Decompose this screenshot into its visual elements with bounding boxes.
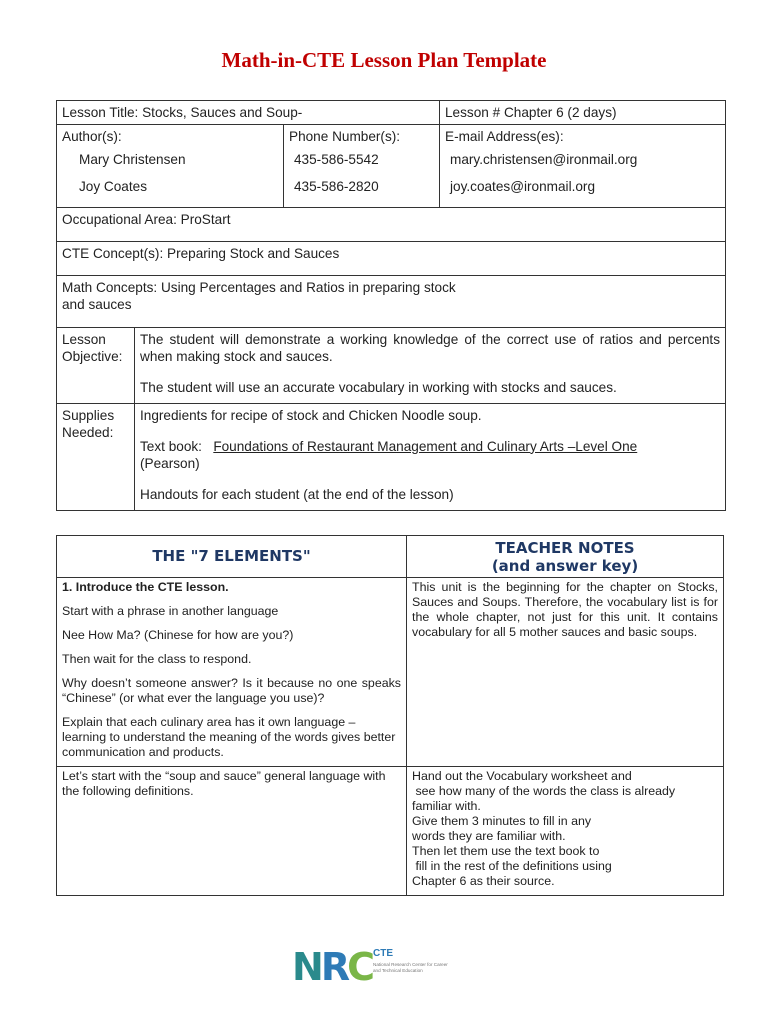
teacher-note-line: words they are familiar with. bbox=[412, 829, 566, 843]
math-concepts bbox=[57, 275, 726, 327]
teacher-note: This unit is the beginning for the chapter on Stocks, Sauces and Soups. Therefore, the vocabulary list is for the whole chapter, not just for this unit. It contains vocabulary for all 5 mother sauces and basic soups. bbox=[412, 580, 718, 639]
objective-text bbox=[135, 327, 726, 403]
lesson-info-table bbox=[56, 100, 726, 511]
elements-header: THE "7 ELEMENTS" bbox=[57, 536, 407, 578]
nrccte-logo bbox=[292, 944, 472, 988]
author-name: Mary Christensen bbox=[57, 148, 284, 171]
teacher-note-line: see how many of the words the class is already familiar with. bbox=[412, 784, 679, 813]
supplies-paragraph: Ingredients for recipe of stock and Chicken Noodle soup. bbox=[140, 407, 482, 423]
occupational-area: Occupational Area: ProStart bbox=[57, 207, 726, 241]
page-title: Math-in-CTE Lesson Plan Template bbox=[221, 48, 547, 72]
teacher-notes-header bbox=[407, 536, 724, 578]
objective-label bbox=[57, 327, 135, 403]
math-concepts-line: Math Concepts: Using Percentages and Ratios in preparing stock bbox=[62, 279, 456, 295]
author-name: Joy Coates bbox=[57, 171, 284, 207]
math-concepts-line: and sauces bbox=[62, 296, 132, 312]
textbook-prefix: Text book: bbox=[140, 438, 202, 454]
supplies-label bbox=[57, 403, 135, 510]
objective-paragraph: The student will demonstrate a working knowledge of the correct use of ratios and percents when making stock and sauces. bbox=[140, 331, 720, 364]
step-1-paragraph: Why doesn’t someone answer? Is it because no one speaks “Chinese” (or what ever the language you use)? bbox=[62, 676, 401, 705]
step-1-paragraph: Then wait for the class to respond. bbox=[62, 652, 252, 666]
step-1-paragraph: Explain that each culinary area has it own language – learning to understand the meaning of the words gives better communication and products. bbox=[62, 715, 396, 759]
teacher-note-line: fill in the rest of the definitions using bbox=[412, 859, 612, 873]
author-label: Author(s): bbox=[57, 125, 284, 149]
author-email: joy.coates@ironmail.org bbox=[440, 171, 726, 207]
teacher-notes-title: TEACHER NOTES bbox=[495, 538, 635, 557]
step-2-paragraph: Let’s start with the “soup and sauce” general language with the following definitions. bbox=[62, 769, 386, 798]
step-1-title: 1. Introduce the CTE lesson. bbox=[62, 580, 229, 594]
author-phone: 435-586-2820 bbox=[284, 171, 440, 207]
step-1-paragraph: Nee How Ma? (Chinese for how are you?) bbox=[62, 628, 294, 642]
textbook-publisher: (Pearson) bbox=[140, 455, 200, 471]
lesson-title: Lesson Title: Stocks, Sauces and Soup- bbox=[57, 101, 440, 125]
supplies-label-line: Supplies bbox=[62, 407, 115, 423]
step-1-cell bbox=[57, 578, 407, 767]
textbook-title: Foundations of Restaurant Management and Culinary Arts –Level One bbox=[213, 438, 638, 454]
email-label: E-mail Address(es): bbox=[440, 125, 726, 149]
supplies-text bbox=[135, 403, 726, 510]
teacher-note-line: Give them 3 minutes to fill in any bbox=[412, 814, 592, 828]
supplies-label-line: Needed: bbox=[62, 424, 114, 440]
phone-label: Phone Number(s): bbox=[284, 125, 440, 149]
objective-label-line: Objective: bbox=[62, 348, 123, 364]
cte-concepts: CTE Concept(s): Preparing Stock and Sauces bbox=[57, 241, 726, 275]
seven-elements-table bbox=[56, 535, 724, 896]
step-2-notes bbox=[407, 767, 724, 896]
textbook-paragraph bbox=[140, 438, 720, 472]
logo-cte-superscript: CTE bbox=[373, 948, 393, 959]
teacher-notes-subtitle: (and answer key) bbox=[491, 556, 639, 575]
teacher-note-line: Hand out the Vocabulary worksheet and bbox=[412, 769, 632, 783]
teacher-note-line: Then let them use the text book to bbox=[412, 844, 600, 858]
supplies-paragraph: Handouts for each student (at the end of the lesson) bbox=[140, 486, 454, 502]
author-email: mary.christensen@ironmail.org bbox=[440, 148, 726, 171]
objective-label-line: Lesson bbox=[62, 331, 106, 347]
lesson-number: Lesson # Chapter 6 (2 days) bbox=[440, 101, 726, 125]
author-phone: 435-586-5542 bbox=[284, 148, 440, 171]
nrc-logo-mark: NRC bbox=[292, 945, 372, 989]
step-2-cell bbox=[57, 767, 407, 896]
teacher-note-line: Chapter 6 as their source. bbox=[412, 874, 555, 888]
objective-paragraph: The student will use an accurate vocabulary in working with stocks and sauces. bbox=[140, 379, 617, 395]
logo-subtitle: National Research Center for Career and Technical Education bbox=[373, 962, 448, 973]
step-1-paragraph: Start with a phrase in another language bbox=[62, 604, 279, 618]
step-1-notes bbox=[407, 578, 724, 767]
